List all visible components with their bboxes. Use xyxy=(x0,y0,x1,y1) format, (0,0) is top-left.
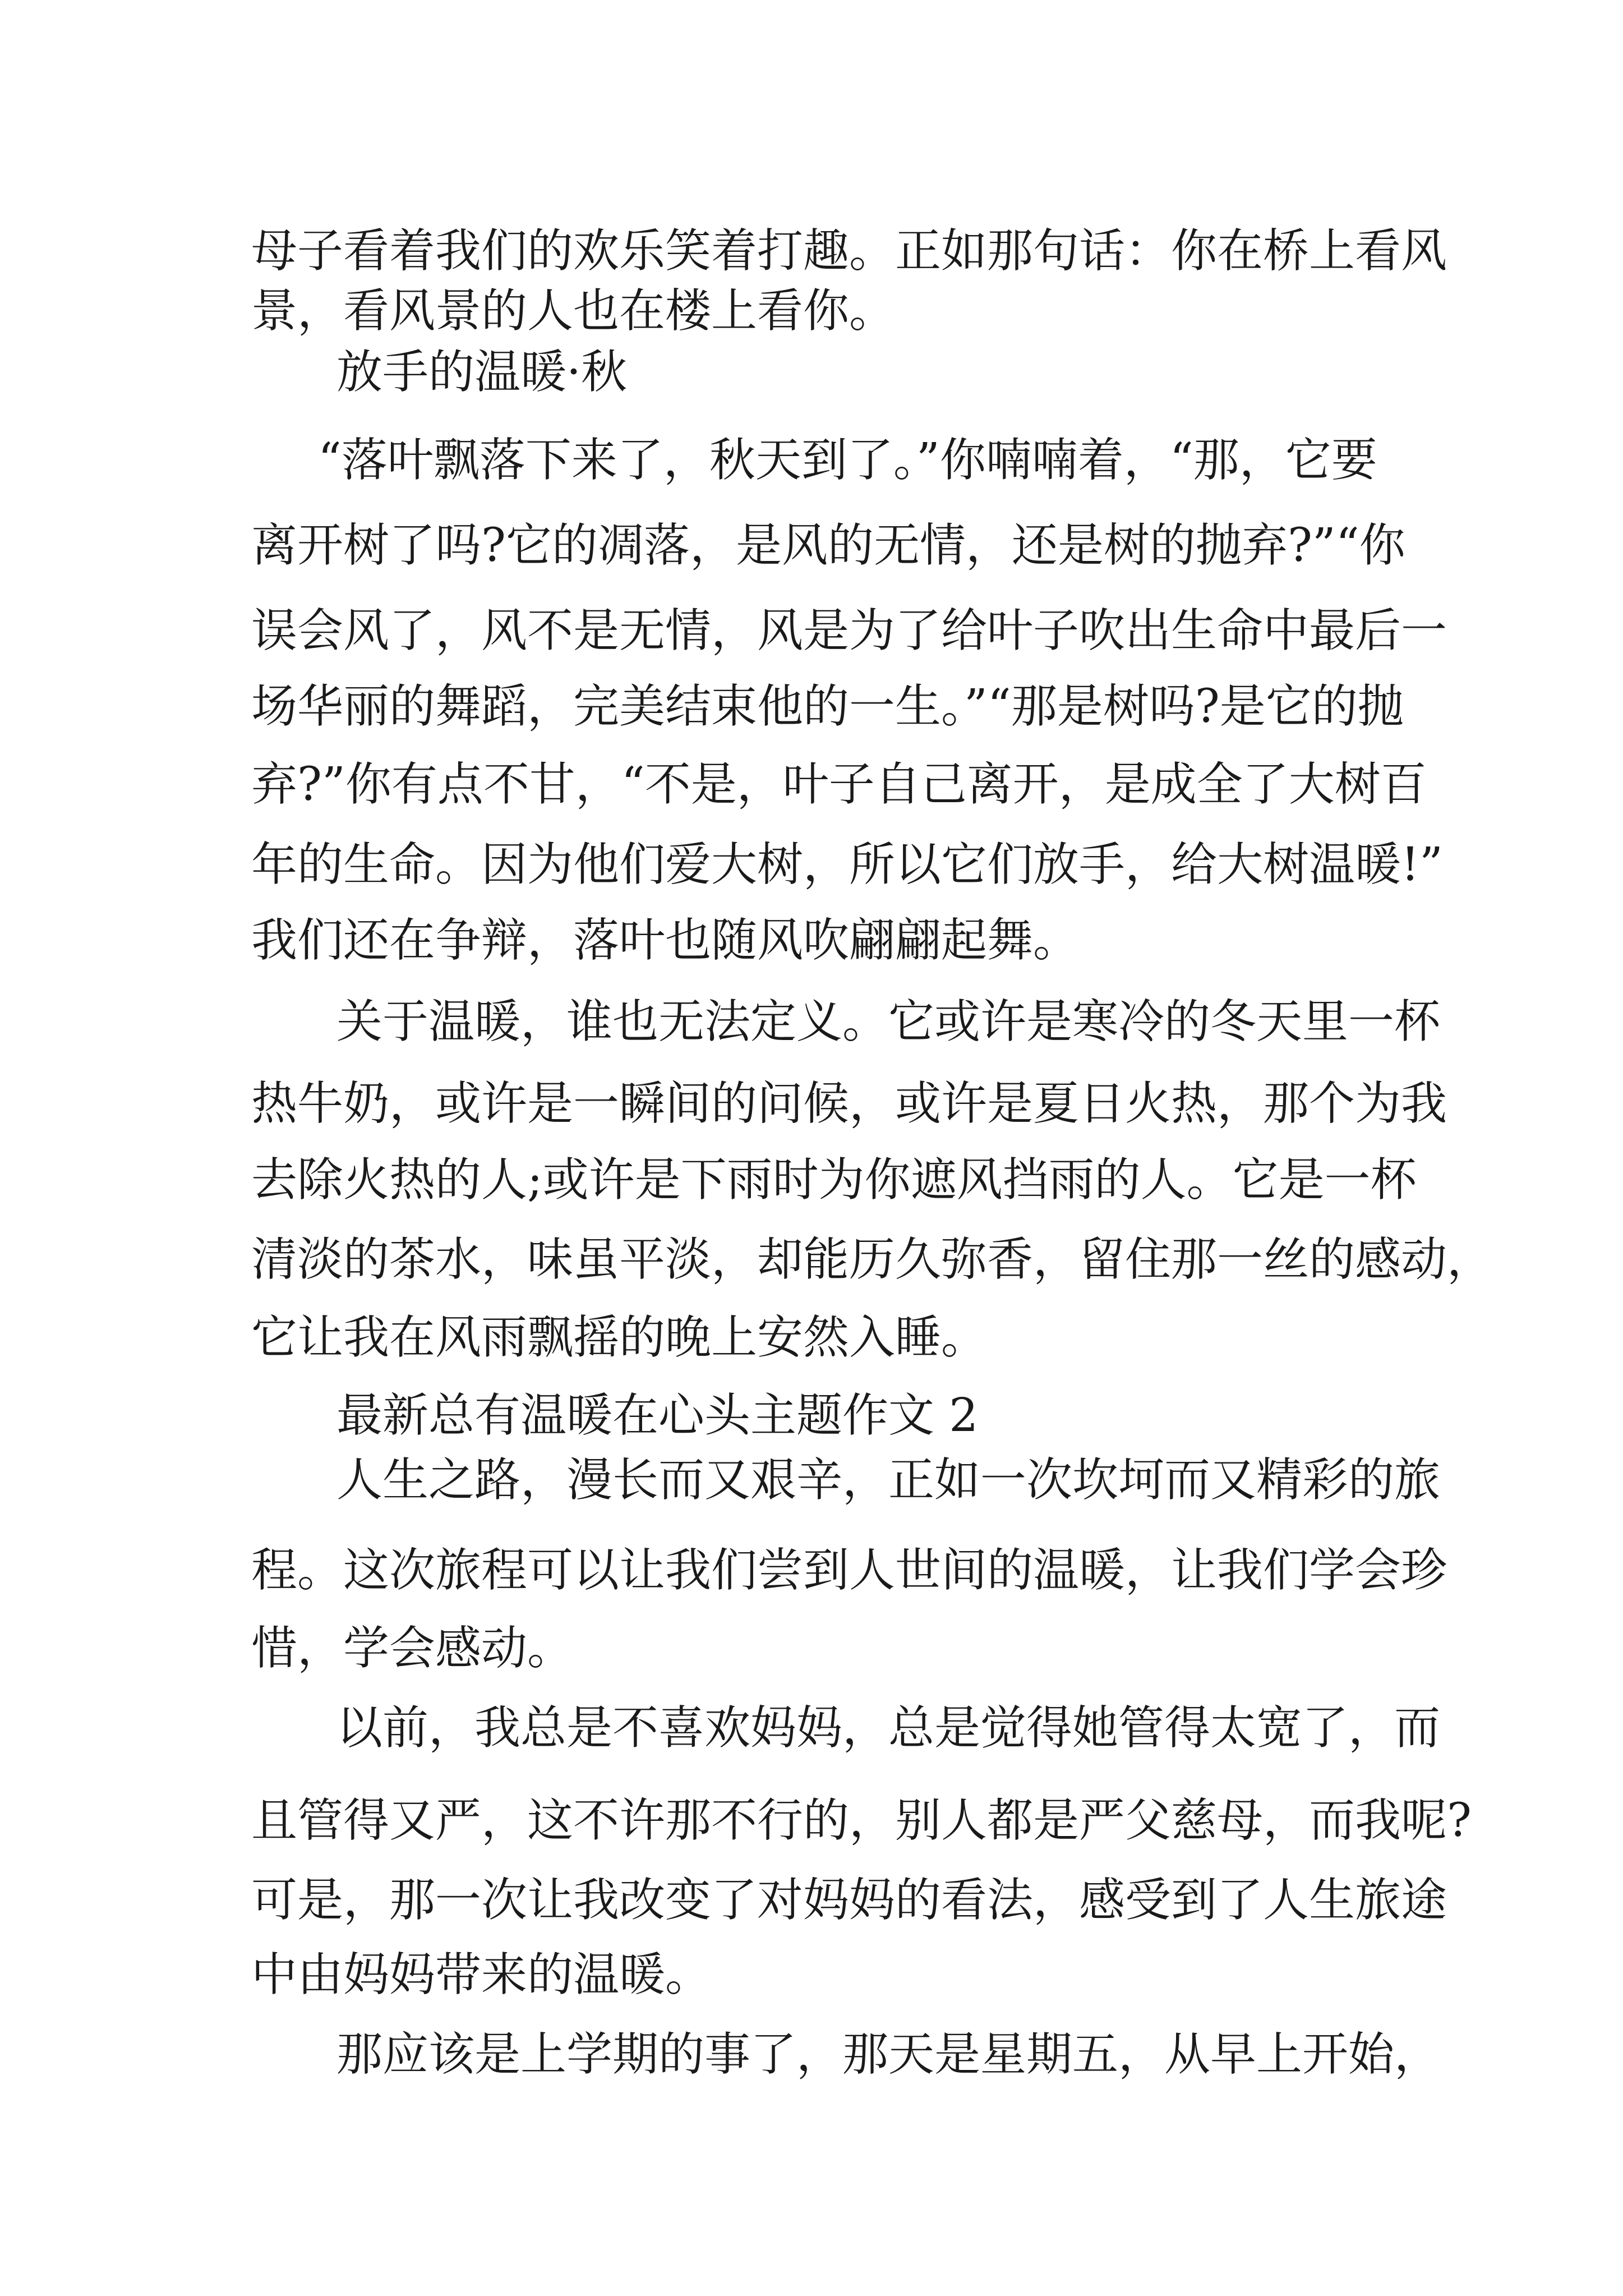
body-text-line: 它让我在风雨飘摇的晚上安然入睡。 xyxy=(251,1311,988,1364)
body-text-line: 中由妈妈带来的温暖。 xyxy=(251,1948,712,2001)
body-text-line: 母子看着我们的欢乐笑着打趣。正如那句话：你在桥上看风 xyxy=(251,224,1447,278)
body-text-line: 我们还在争辩，落叶也随风吹翩翩起舞。 xyxy=(251,914,1080,967)
body-text-line: 去除火热的人;或许是下雨时为你遮风挡雨的人。它是一杯 xyxy=(251,1153,1417,1207)
body-text-line: 可是，那一次让我改变了对妈妈的看法，感受到了人生旅途 xyxy=(251,1874,1447,1927)
section-heading: 放手的温暖·秋 xyxy=(336,346,628,399)
body-text-line: 弃?”你有点不甘，“不是，叶子自己离开，是成全了大树百 xyxy=(251,758,1427,811)
body-text-line: 热牛奶，或许是一瞬间的问候，或许是夏日火热，那个为我 xyxy=(251,1077,1447,1130)
body-text-line: 误会风了，风不是无情，风是为了给叶子吹出生命中最后一 xyxy=(251,604,1447,657)
body-text-line: 以前，我总是不喜欢妈妈，总是觉得她管得太宽了，而 xyxy=(336,1701,1441,1755)
body-text-line: 离开树了吗?它的凋落，是风的无情，还是树的抛弃?”“你 xyxy=(251,519,1405,572)
body-text-line: 人生之路，漫长而又艰辛，正如一次坎坷而又精彩的旅 xyxy=(336,1453,1441,1507)
body-text-line: 清淡的茶水，味虽平淡，却能历久弥香，留住那一丝的感动， xyxy=(251,1233,1493,1286)
body-text-line: 且管得又严，这不许那不行的，别人都是严父慈母，而我呢? xyxy=(251,1794,1472,1847)
body-text-line: 关于温暖，谁也无法定义。它或许是寒冷的冬天里一杯 xyxy=(336,995,1441,1048)
body-text-line: 惜，学会感动。 xyxy=(251,1622,574,1675)
body-text-line: 场华丽的舞蹈，完美结束他的一生。”“那是树吗?是它的抛 xyxy=(251,680,1404,733)
body-text-line: 那应该是上学期的事了，那天是星期五，从早上开始， xyxy=(336,2028,1441,2081)
body-text-line: 景，看风景的人也在楼上看你。 xyxy=(251,284,896,338)
body-text-line: 年的生命。因为他们爱大树，所以它们放手，给大树温暖!” xyxy=(251,838,1443,891)
body-text-line: 程。这次旅程可以让我们尝到人世间的温暖，让我们学会珍 xyxy=(251,1544,1447,1597)
section-heading: 最新总有温暖在心头主题作文 2 xyxy=(336,1389,979,1442)
body-text-line: “落叶飘落下来了，秋天到了。”你喃喃着，“那，它要 xyxy=(318,434,1377,487)
